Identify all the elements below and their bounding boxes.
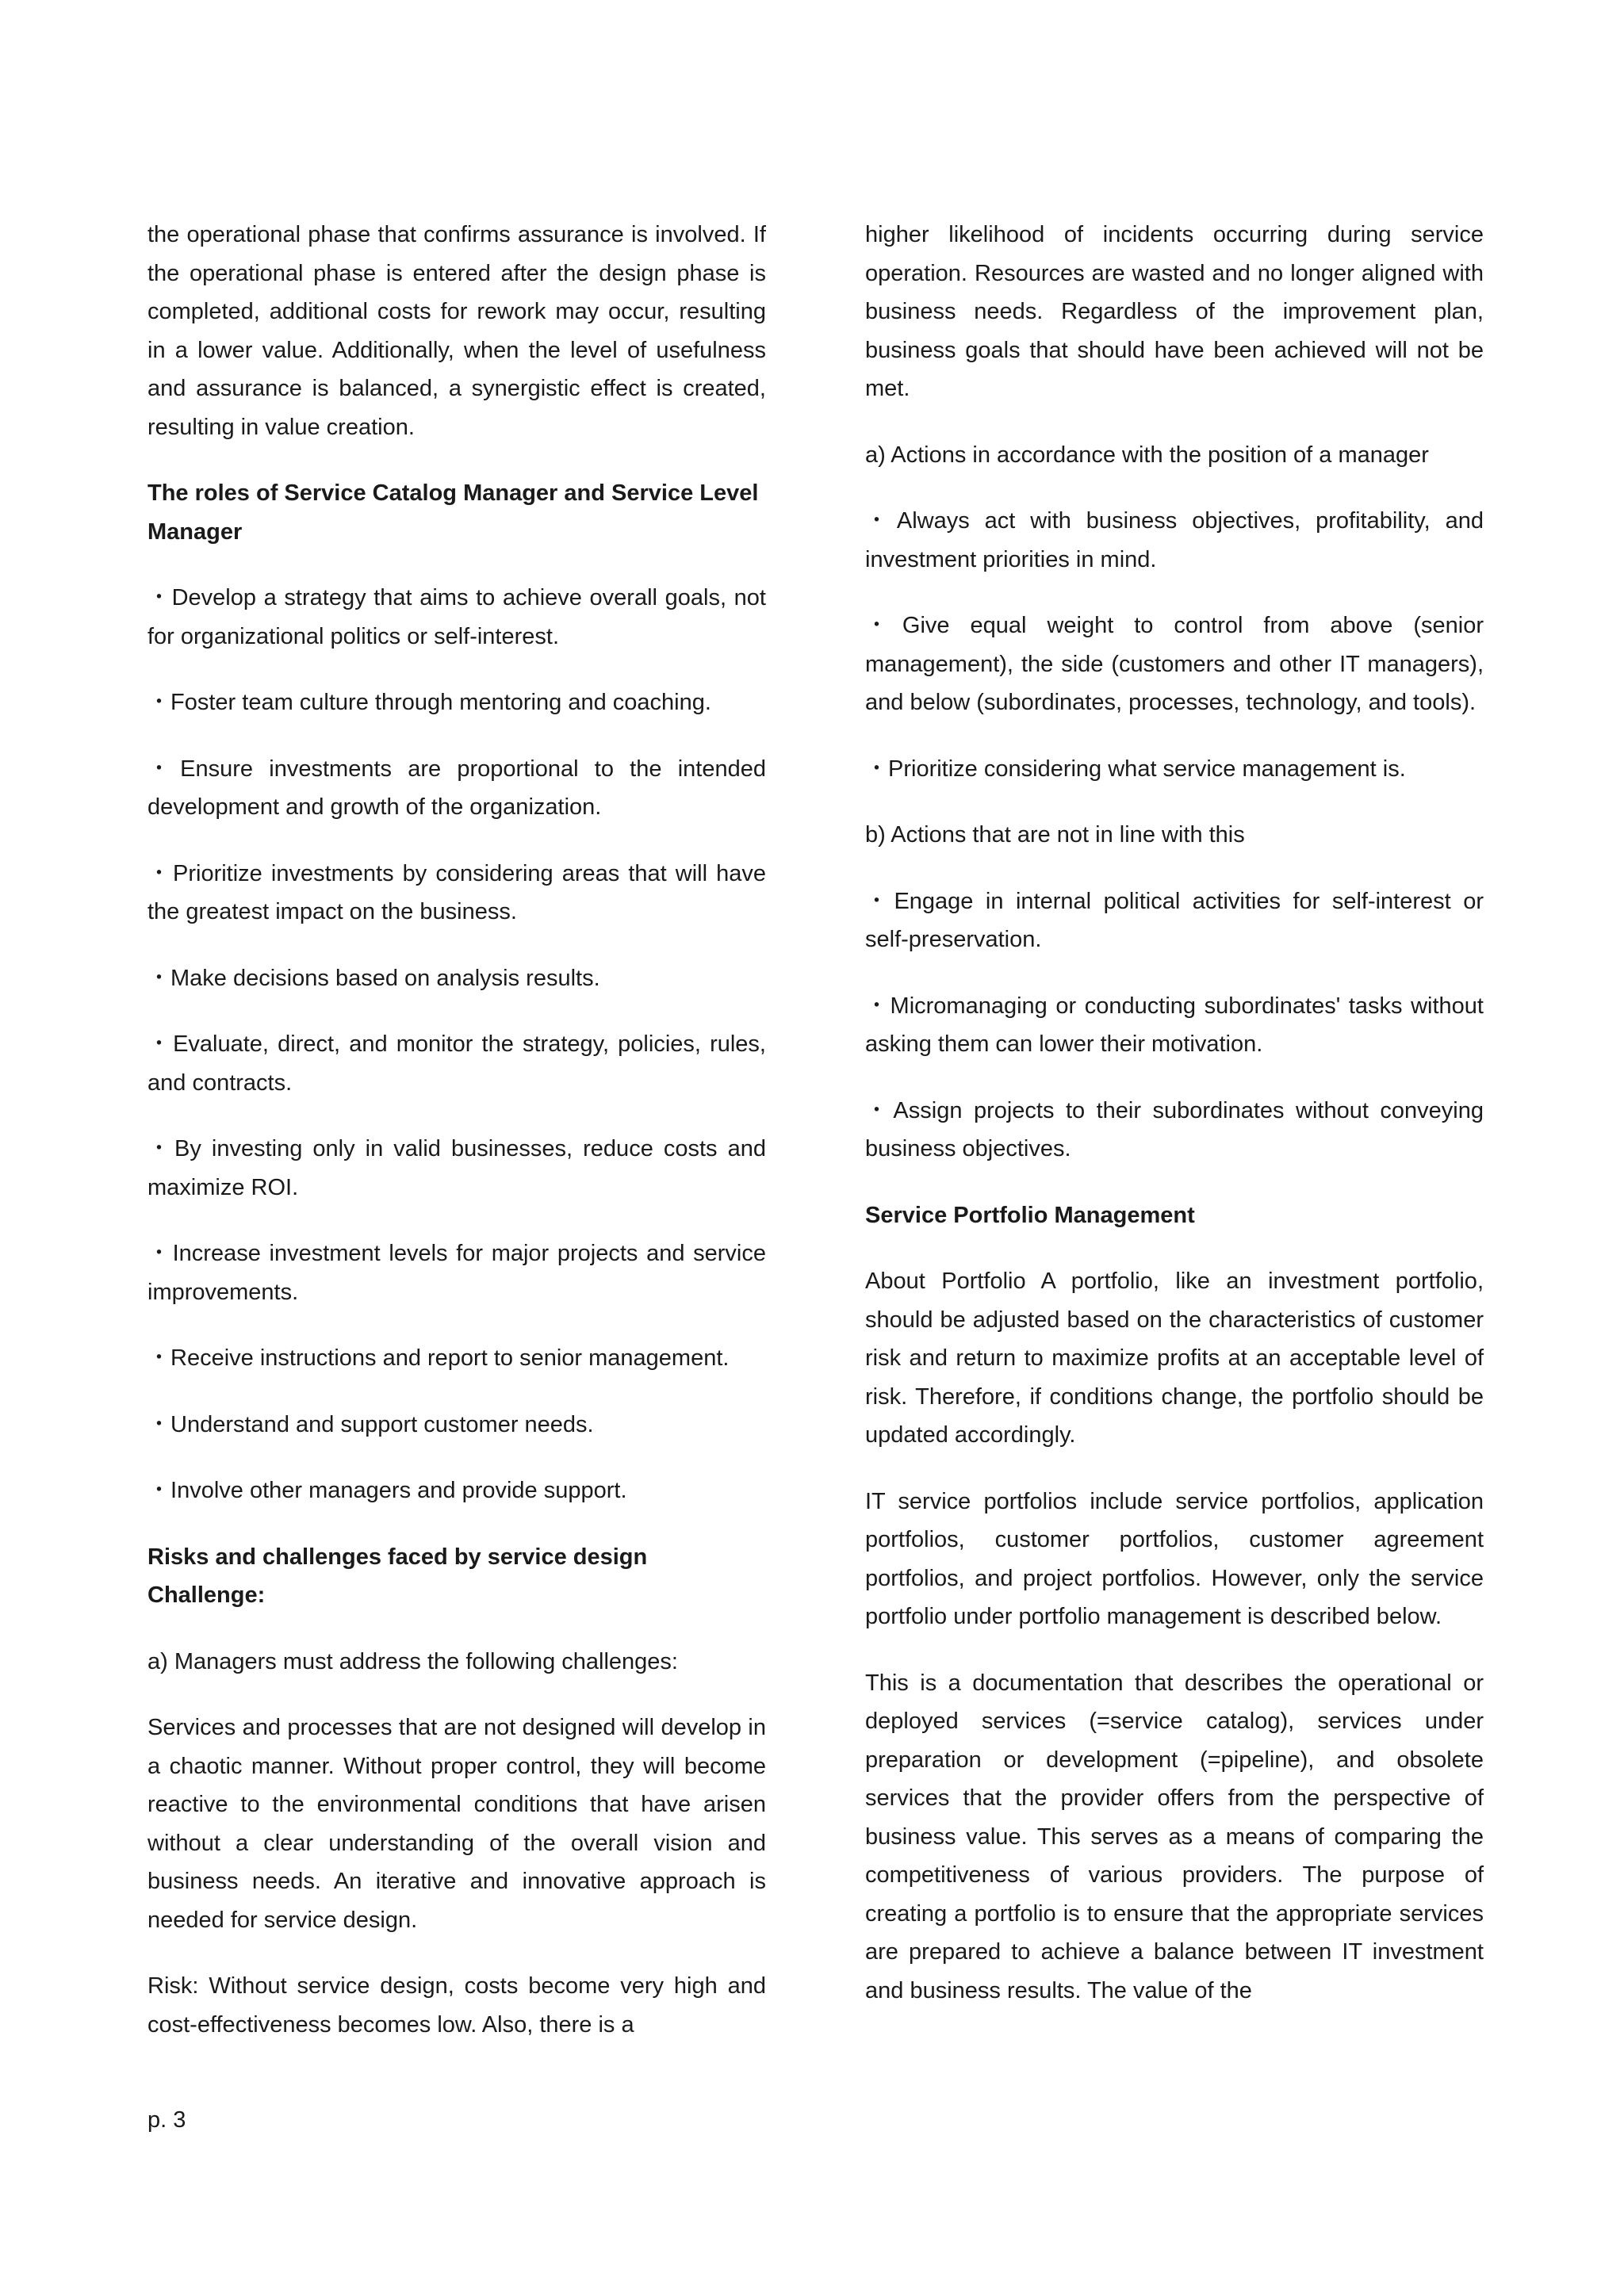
bullet-item: ・ Assign projects to their subordinates without conveying business objectives. bbox=[865, 1092, 1484, 1169]
paragraph: About Portfolio A portfolio, like an investment portfolio, should be adjusted based on the characteristics of customer risk and return to maximize profits at an acceptable level of risk. Therefore, if conditions change, the portfolio should be updated accordingly. bbox=[865, 1269, 1484, 1448]
bullet-item: ・ Ensure investments are proportional to the intended development and growth of the organization. bbox=[147, 750, 766, 827]
paragraph: a) Managers must address the following challenges: bbox=[147, 1648, 678, 1674]
bullet-item: ・ Engage in internal political activities for self-interest or self-preservation. bbox=[865, 882, 1484, 959]
page-number: p. 3 bbox=[147, 2107, 186, 2133]
bullet-item: ・ Increase investment levels for major projects and service improvements. bbox=[147, 1234, 766, 1311]
bullet-item: ・ Micromanaging or conducting subordinates' tasks without asking them can lower their motivation. bbox=[865, 987, 1484, 1064]
bullet-item: ・ Give equal weight to control from above (senior management), the side (customers and other IT managers), and below (subordinates, processes, technology, and tools). bbox=[865, 607, 1484, 722]
bullet-item: ・ Receive instructions and report to senior management. bbox=[147, 1339, 766, 1378]
bullet-item: ・ Understand and support customer needs. bbox=[147, 1406, 766, 1445]
bullet-item: ・ Prioritize investments by considering areas that will have the greatest impact on the business. bbox=[147, 855, 766, 932]
paragraph: Risk: Without service design, costs become very high and cost-effectiveness becomes low. Also, there is a bbox=[147, 1973, 766, 2038]
paragraph: IT service portfolios include service portfolios, application portfolios, customer portfolios, customer agreement portfolios, and project portfolios. However, only the service portfolio under portfolio management is described below. bbox=[865, 1488, 1484, 1629]
section-heading: The roles of Service Catalog Manager and Service Level Manager bbox=[147, 480, 759, 545]
left-column bbox=[147, 216, 766, 2072]
right-column bbox=[865, 216, 1484, 2038]
paragraph: This is a documentation that describes the operational or deployed services (=service catalog), services under preparation or development (=pipeline), and obsolete services that the provider offers from the perspective of business value. This serves as a means of comparing the competitiveness of various providers. The purpose of creating a portfolio is to ensure that the appropriate services are prepared to achieve a balance between IT investment and business results. The value of the bbox=[865, 1670, 1484, 2003]
bullet-item: ・ Develop a strategy that aims to achieve overall goals, not for organizational politics or self-interest. bbox=[147, 579, 766, 656]
paragraph: b) Actions that are not in line with this bbox=[865, 822, 1245, 848]
bullet-item: ・ Make decisions based on analysis results. bbox=[147, 959, 766, 998]
bullet-item: ・ Always act with business objectives, profitability, and investment priorities in mind. bbox=[865, 502, 1484, 579]
bullet-item: ・ Foster team culture through mentoring and coaching. bbox=[147, 683, 766, 722]
paragraph: the operational phase that confirms assurance is involved. If the operational phase is entered after the design phase is completed, additional costs for rework may occur, resulting in a lower value. Additionally, when the level of usefulness and assurance is balanced, a synergistic effect is created, resulting in value creation. bbox=[147, 222, 766, 440]
bullet-item: ・ Evaluate, direct, and monitor the strategy, policies, rules, and contracts. bbox=[147, 1025, 766, 1102]
section-heading: Service Portfolio Management bbox=[865, 1202, 1195, 1228]
bullet-item: ・ Prioritize considering what service management is. bbox=[865, 750, 1484, 789]
section-heading: Risks and challenges faced by service design Challenge: bbox=[147, 1544, 648, 1608]
paragraph: a) Actions in accordance with the position of a manager bbox=[865, 442, 1429, 468]
bullet-item: ・ Involve other managers and provide support. bbox=[147, 1471, 766, 1510]
paragraph: Services and processes that are not designed will develop in a chaotic manner. Without proper control, they will become reactive to the environmental conditions that have arisen without a clear understanding of the overall vision and business needs. An iterative and innovative approach is needed for service design. bbox=[147, 1715, 766, 1933]
paragraph: higher likelihood of incidents occurring during service operation. Resources are wasted and no longer aligned with business needs. Regardless of the improvement plan, business goals that should have been achieved will not be met. bbox=[865, 222, 1484, 401]
bullet-item: ・ By investing only in valid businesses, reduce costs and maximize ROI. bbox=[147, 1130, 766, 1207]
